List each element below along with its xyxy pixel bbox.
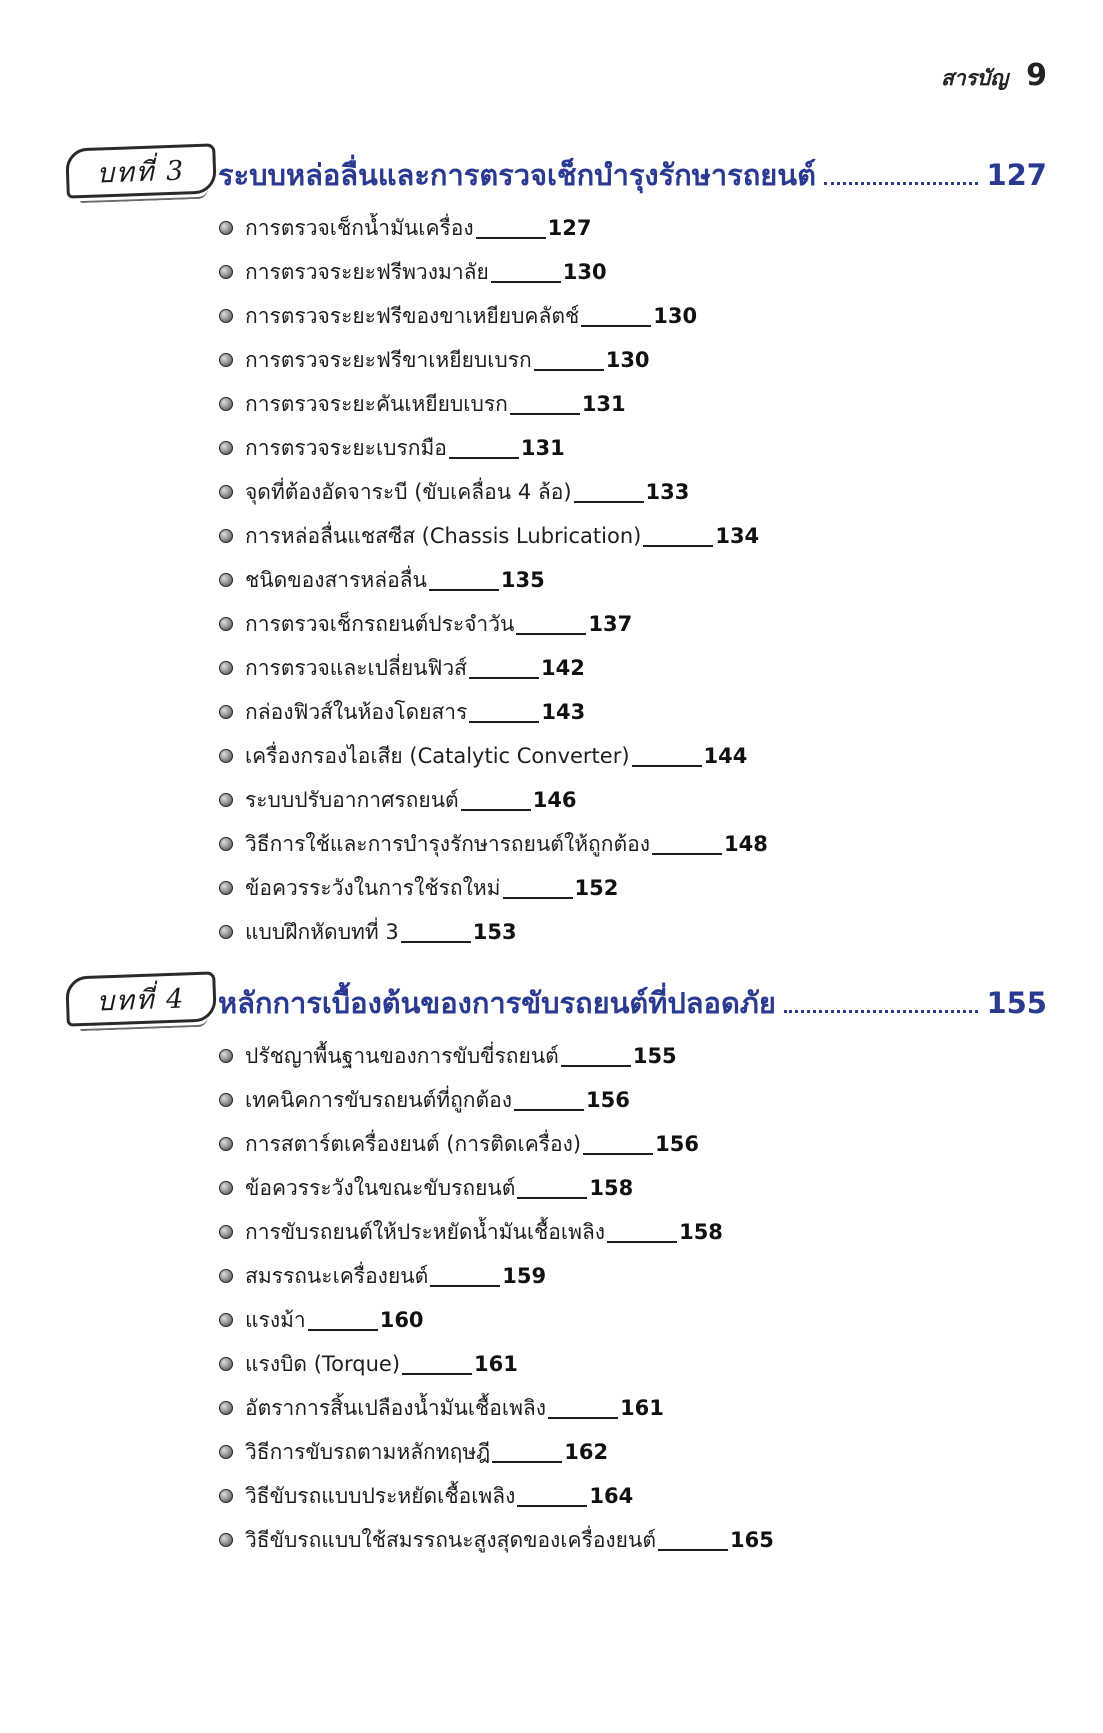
toc-entry-title: กล่องฟิวส์ในห้องโดยสาร: [245, 699, 468, 724]
toc-entry-page: 148: [723, 832, 768, 856]
leader-line: [517, 1197, 587, 1199]
bullet-icon: [219, 221, 233, 235]
toc-entry-title: การขับรถยนต์ให้ประหยัดน้ำมันเชื้อเพลิง: [245, 1219, 606, 1244]
toc-entry[interactable]: [219, 206, 1103, 250]
toc-entry-page: 144: [703, 744, 748, 768]
toc-entry[interactable]: [219, 514, 1103, 558]
leader-line: [510, 413, 580, 415]
toc-entry-page: 152: [574, 876, 619, 900]
leader-line: [402, 1373, 472, 1375]
dot-leader: [784, 1010, 979, 1013]
bullet-icon: [219, 1313, 233, 1327]
toc-entry-title: วิธีขับรถแบบใช้สมรรถนะสูงสุดของเครื่องยนต์: [245, 1527, 656, 1552]
toc-entry-page: 159: [502, 1264, 547, 1288]
toc-entry[interactable]: [219, 470, 1103, 514]
bullet-icon: [219, 485, 233, 499]
toc-entry-page: 131: [581, 392, 626, 416]
toc-entry-page: 134: [715, 524, 760, 548]
chapter-tab-label: บทที่ 3: [96, 154, 186, 190]
leader-line: [658, 1549, 728, 1551]
chapter-tab: [65, 971, 217, 1026]
toc-entry-title: ข้อควรระวังในการใช้รถใหม่: [245, 875, 501, 900]
leader-line: [491, 281, 561, 283]
toc-entry-title: เครื่องกรองไอเสีย (Catalytic Converter): [245, 743, 630, 768]
toc-entry-page: 130: [562, 260, 607, 284]
chapter-heading: [0, 142, 1103, 206]
toc-entry-title: วิธีขับรถแบบประหยัดเชื้อเพลิง: [245, 1483, 516, 1508]
toc-entry-title: การตรวจระยะฟรีของขาเหยียบคลัตช์: [245, 303, 580, 328]
bullet-icon: [219, 837, 233, 851]
toc-entry[interactable]: [219, 426, 1103, 470]
toc-entry[interactable]: [219, 1122, 1103, 1166]
toc-entry[interactable]: [219, 1298, 1103, 1342]
bullet-icon: [219, 529, 233, 543]
bullet-icon: [219, 397, 233, 411]
toc-entry-page: 160: [379, 1308, 424, 1332]
toc-entry-page: 158: [589, 1176, 634, 1200]
toc-entry[interactable]: [219, 382, 1103, 426]
toc-entry-page: 156: [655, 1132, 699, 1156]
toc-entry[interactable]: [219, 1078, 1103, 1122]
toc-entry-page: 133: [645, 480, 690, 504]
leader-line: [514, 1109, 584, 1111]
chapter-page-number: 155: [986, 986, 1047, 1020]
leader-line: [581, 325, 651, 327]
bullet-icon: [219, 1489, 233, 1503]
bullet-icon: [219, 793, 233, 807]
bullet-icon: [219, 265, 233, 279]
leader-line: [574, 501, 644, 503]
leader-line: [469, 677, 539, 679]
toc-entry-title: อัตราการสิ้นเปลืองน้ำมันเชื้อเพลิง: [245, 1395, 547, 1420]
toc-entry[interactable]: [219, 1034, 1103, 1078]
dot-leader: [824, 182, 979, 185]
bullet-icon: [219, 1401, 233, 1415]
toc-entry[interactable]: [219, 690, 1103, 734]
leader-line: [561, 1065, 631, 1067]
toc-entry-page: 161: [620, 1396, 664, 1420]
toc-entry[interactable]: [219, 910, 1103, 954]
toc-entry-title: จุดที่ต้องอัดจาระบี (ขับเคลื่อน 4 ล้อ): [245, 479, 572, 504]
toc-entry[interactable]: [219, 778, 1103, 822]
leader-line: [583, 1153, 653, 1155]
leader-line: [534, 369, 604, 371]
toc-entry-page: 155: [632, 1044, 677, 1068]
toc-entry-title: แรงม้า: [245, 1307, 306, 1332]
bullet-icon: [219, 1445, 233, 1459]
toc-entry-page: 131: [520, 436, 565, 460]
toc-entry-title: เทคนิคการขับรถยนต์ที่ถูกต้อง: [245, 1087, 513, 1112]
toc-entry[interactable]: [219, 1474, 1103, 1518]
toc-entry[interactable]: [219, 1430, 1103, 1474]
toc-entry-title: การตรวจเช็กน้ำมันเครื่อง: [245, 215, 474, 240]
section-label: สารบัญ: [941, 66, 1009, 90]
bullet-icon: [219, 353, 233, 367]
toc-entry[interactable]: [219, 866, 1103, 910]
toc-entry-page: 127: [547, 216, 592, 240]
toc-entry[interactable]: [219, 1210, 1103, 1254]
leader-line: [516, 633, 586, 635]
toc-entry-title: การตรวจระยะฟรีขาเหยียบเบรก: [245, 347, 532, 372]
toc-entry-page: 135: [500, 568, 545, 592]
leader-line: [308, 1329, 378, 1331]
bullet-icon: [219, 309, 233, 323]
toc-entry-title: การตรวจระยะคันเหยียบเบรก: [245, 391, 508, 416]
chapter-tab: [65, 143, 217, 198]
toc-entry-page: 130: [653, 304, 698, 328]
leader-line: [517, 1505, 587, 1507]
chapter-title: หลักการเบื้องต้นของการขับรถยนต์ที่ปลอดภัย: [218, 986, 776, 1020]
leader-line: [469, 721, 539, 723]
page-number: 9: [1026, 58, 1047, 93]
toc-entry-page: 130: [605, 348, 650, 372]
toc-entry-page: 143: [541, 700, 586, 724]
toc-entry-page: 161: [474, 1352, 518, 1376]
toc-entry-title: การตรวจเช็กรถยนต์ประจำวัน: [245, 611, 515, 636]
leader-line: [430, 1285, 500, 1287]
leader-line: [607, 1241, 677, 1243]
toc-entry[interactable]: [219, 646, 1103, 690]
bullet-icon: [219, 661, 233, 675]
toc-entry-page: 162: [564, 1440, 609, 1464]
toc-entry-title: การสตาร์ตเครื่องยนต์ (การติดเครื่อง): [245, 1131, 582, 1156]
toc-entry-page: 156: [586, 1088, 630, 1112]
bullet-icon: [219, 705, 233, 719]
toc-entry-title: สมรรถนะเครื่องยนต์: [245, 1263, 429, 1288]
toc-entry-title: วิธีการใช้และการบำรุงรักษารถยนต์ให้ถูกต้อง: [245, 831, 650, 856]
bullet-icon: [219, 1137, 233, 1151]
page-header: [941, 58, 1047, 95]
toc-entry-title: การหล่อลื่นแชสซีส (Chassis Lubrication): [245, 523, 642, 548]
toc-entry-title: การตรวจและเปลี่ยนฟิวส์: [245, 655, 467, 680]
leader-line: [492, 1461, 562, 1463]
bullet-icon: [219, 1225, 233, 1239]
bullet-icon: [219, 925, 233, 939]
toc-entry-title: ปรัชญาพื้นฐานของการขับขี่รถยนต์: [245, 1043, 559, 1068]
toc-entry-page: 164: [589, 1484, 634, 1508]
toc-entry-title: แรงบิด (Torque): [245, 1351, 401, 1376]
leader-line: [632, 765, 702, 767]
bullet-icon: [219, 1533, 233, 1547]
leader-line: [503, 897, 573, 899]
bullet-icon: [219, 1049, 233, 1063]
toc-entry[interactable]: [219, 822, 1103, 866]
toc-entry-title: ระบบปรับอากาศรถยนต์: [245, 787, 459, 812]
bullet-icon: [219, 1269, 233, 1283]
toc-entry-list: [0, 1034, 1103, 1562]
toc-entry-title: การตรวจระยะเบรกมือ: [245, 435, 447, 460]
toc-entry-title: แบบฝึกหัดบทที่ 3: [245, 919, 399, 944]
toc-entry-page: 153: [472, 920, 517, 944]
bullet-icon: [219, 1181, 233, 1195]
toc-entry-page: 165: [729, 1528, 774, 1552]
chapter-heading: [0, 970, 1103, 1034]
toc-entry-page: 146: [532, 788, 577, 812]
toc-entry-title: การตรวจระยะฟรีพวงมาลัย: [245, 259, 489, 284]
chapter-title-row[interactable]: [218, 980, 1047, 1026]
chapter-title-row[interactable]: [218, 152, 1047, 198]
chapter-tab-label: บทที่ 4: [96, 982, 186, 1018]
toc-entry[interactable]: [219, 1518, 1103, 1562]
chapter-title: ระบบหล่อลื่นและการตรวจเช็กบำรุงรักษารถยนต์: [218, 158, 816, 192]
leader-line: [429, 589, 499, 591]
toc-entry[interactable]: [219, 1166, 1103, 1210]
leader-line: [461, 809, 531, 811]
bullet-icon: [219, 573, 233, 587]
toc-entry[interactable]: [219, 1386, 1103, 1430]
leader-line: [401, 941, 471, 943]
leader-line: [476, 237, 546, 239]
toc-entry-title: ข้อควรระวังในขณะขับรถยนต์: [245, 1175, 516, 1200]
toc-entry[interactable]: [219, 250, 1103, 294]
toc-entry[interactable]: [219, 602, 1103, 646]
leader-line: [652, 853, 722, 855]
bullet-icon: [219, 749, 233, 763]
leader-line: [449, 457, 519, 459]
chapter-3: [0, 142, 1103, 954]
chapter-page-number: 127: [986, 158, 1047, 192]
toc-entry[interactable]: [219, 734, 1103, 778]
toc-entry-page: 142: [541, 656, 585, 680]
toc-entry[interactable]: [219, 1254, 1103, 1298]
bullet-icon: [219, 1357, 233, 1371]
toc-entry[interactable]: [219, 558, 1103, 602]
toc-entry[interactable]: [219, 294, 1103, 338]
leader-line: [643, 545, 713, 547]
toc-entry-page: 158: [679, 1220, 723, 1244]
bullet-icon: [219, 441, 233, 455]
toc-entry-title: ชนิดของสารหล่อลื่น: [245, 567, 427, 592]
bullet-icon: [219, 1093, 233, 1107]
leader-line: [548, 1417, 618, 1419]
toc-entry[interactable]: [219, 1342, 1103, 1386]
toc-entry-title: วิธีการขับรถตามหลักทฤษฎี: [245, 1439, 491, 1464]
bullet-icon: [219, 617, 233, 631]
toc-entry-page: 137: [588, 612, 633, 636]
bullet-icon: [219, 881, 233, 895]
toc-entry-list: [0, 206, 1103, 954]
chapter-4: [0, 970, 1103, 1562]
toc-entry[interactable]: [219, 338, 1103, 382]
